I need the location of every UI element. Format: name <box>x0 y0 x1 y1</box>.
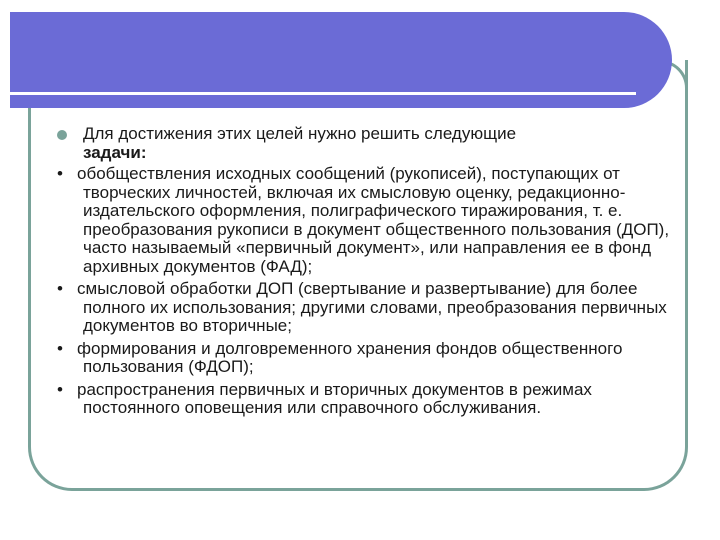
list-item-text: обобществления исходных сообщений (рукописей), поступающих от творческих личностей, включая их смысловую оценку, редакционно-издательского оформления, полиграфического тиражирования, т. е. преобразования рукописи в документ общественного пользования (ДОП), часто называемый «первичный документ», или направления ее в фонд архивных документов (ФАД); <box>77 164 670 276</box>
bullet-dot-icon <box>57 130 67 140</box>
list-item-text: распространения первичных и вторичных документов в режимах постоянного оповещения или справочного обслуживания. <box>77 379 592 417</box>
list-item <box>55 340 675 377</box>
list-item-text: формирования и долговременного хранения фондов общественного пользования (ФДОП); <box>77 338 623 376</box>
banner-divider <box>10 92 636 95</box>
intro-paragraph <box>55 125 675 162</box>
list-item <box>55 381 675 418</box>
intro-line: Для достижения этих целей нужно решить следующие <box>83 124 517 143</box>
list-item <box>55 165 675 276</box>
slide-body <box>55 125 675 422</box>
list-item-text: смысловой обработки ДОП (свертывание и развертывание) для более полного их использования; другими словами, преобразования первичных документов во вторичные; <box>77 279 667 335</box>
intro-emphasis: задачи: <box>83 142 147 162</box>
list-item <box>55 280 675 336</box>
bullet-mark: • <box>57 279 63 298</box>
bullet-mark: • <box>57 338 63 358</box>
bullet-mark: • <box>57 379 63 399</box>
bullet-mark: • <box>57 164 63 183</box>
